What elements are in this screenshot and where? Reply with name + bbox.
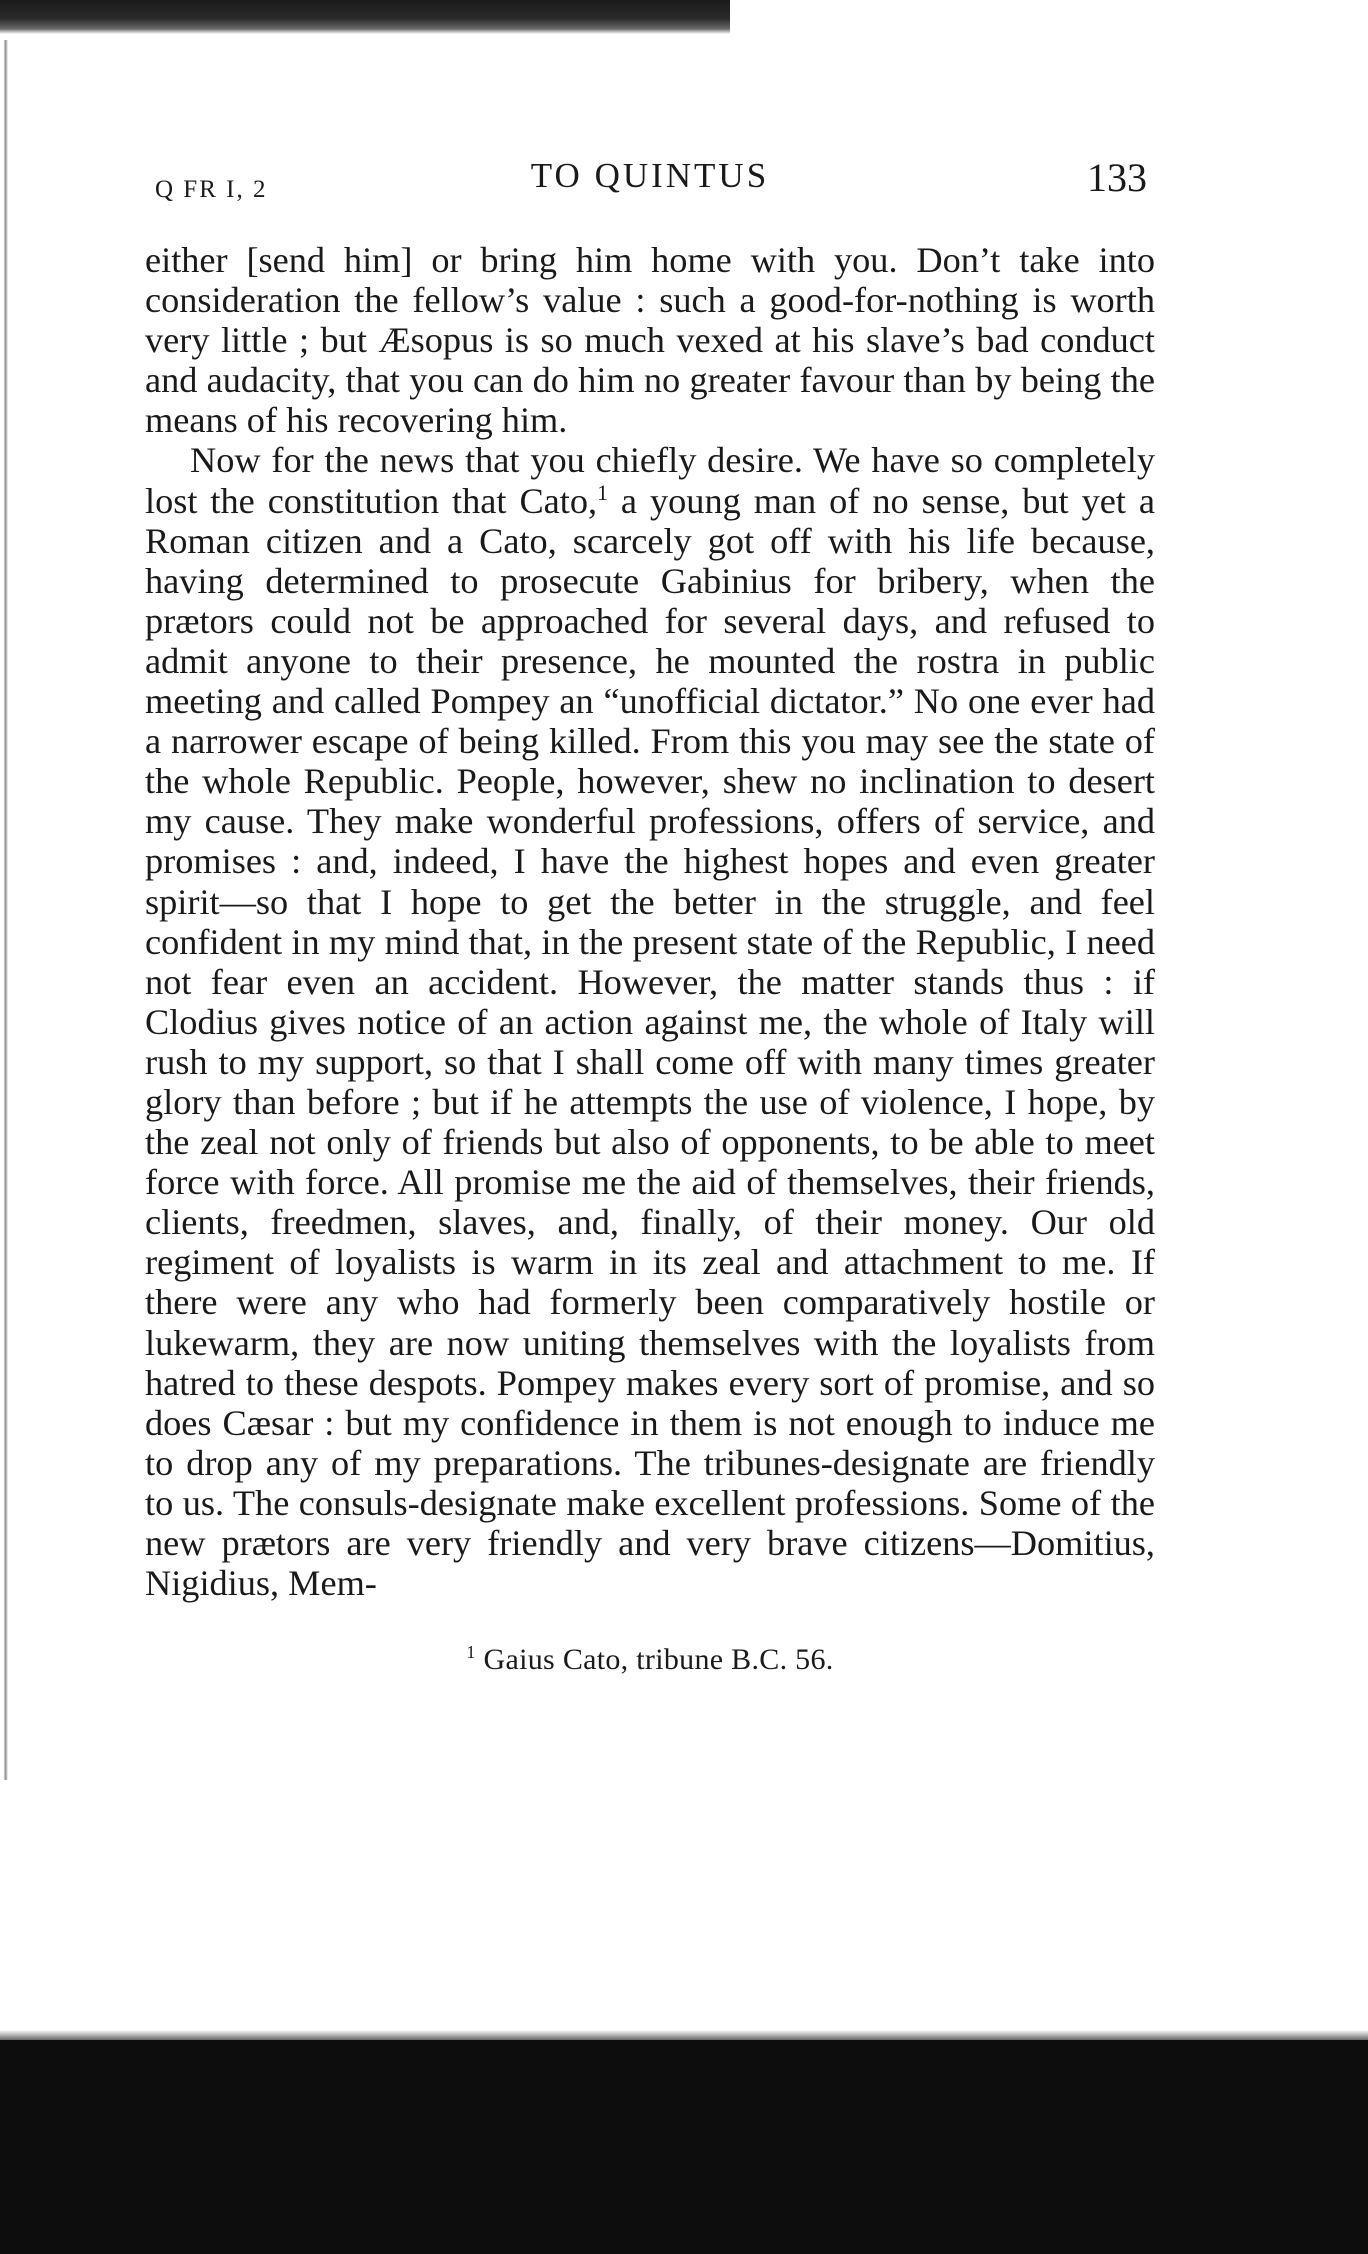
footnote-ref: 1: [597, 480, 608, 505]
header-title: TO QUINTUS: [530, 156, 770, 195]
paragraph-2: [145, 440, 1155, 1603]
footnote: [145, 1643, 1155, 1677]
paragraph-2-text-a: Now for the news that you chiefly desire. We have so completely lost the constitution that Cato,: [145, 440, 1155, 521]
scan-top-shadow: [0, 0, 730, 34]
paragraph-1: either [send him] or bring him home with you. Don’t take into consideration the fellow’s value : such a good-for-nothing is worth very little ; but Æsopus is so much vexed at his slave’s bad conduct and audacity, that you can do him no greater favour than by being the means of his recovering him.: [145, 240, 1155, 441]
footnote-marker: 1: [466, 1642, 476, 1663]
paragraph-2-text-b: a young man of no sense, but yet a Roman citizen and a Cato, scarcely got off with his life because, having determined to prosecute Gabinius for bribery, when the prætors could not be approached for several days, and refused to admit anyone to their presence, he mounted the rostra in public meeting and called Pompey an “unofficial dictator.” No one ever had a narrower escape of being killed. From this you may see the state of the whole Republic. People, however, shew no inclination to desert my cause. They make wonderful professions, offers of service, and promises : and, indeed, I have the highest hopes and even greater spirit—so that I hope to get the better in the struggle, and feel confident in my mind that, in the present state of the Republic, I need not fear even an accident. However, the matter stands thus : if Clodius gives notice of an action against me, the whole of Italy will rush to my support, so that I shall come off with many times greater glory than before ; but if he attempts the use of violence, I hope, by the zeal not only of friends but also of opponents, to be able to meet force with force. All promise me the aid of themselves, their friends, clients, freedmen, slaves, and, finally, of their money. Our old regiment of loyalists is warm in its zeal and attachment to me. If there were any who had formerly been comparatively hostile or lukewarm, they are now uniting themselves with the loyalists from hatred to these despots. Pompey makes every sort of promise, and so does Cæsar : but my confidence in them is not enough to induce me to drop any of my preparations. The tribunes-designate are friendly to us. The consuls-designate make excellent professions. Some of the new prætors are very friendly and very brave citizens—Domitius, Nigidius, Mem-: [145, 480, 1155, 1604]
scan-bottom-shadow: [0, 2040, 1368, 2254]
body-text: [145, 240, 1155, 1603]
page-number: 133: [1087, 155, 1147, 200]
footnote-text: Gaius Cato, tribune B.C. 56.: [483, 1643, 834, 1677]
running-header: [145, 150, 1155, 210]
header-reference: Q FR I, 2: [155, 176, 268, 203]
scan-left-edge: [0, 40, 10, 1780]
book-page: [145, 150, 1155, 1677]
